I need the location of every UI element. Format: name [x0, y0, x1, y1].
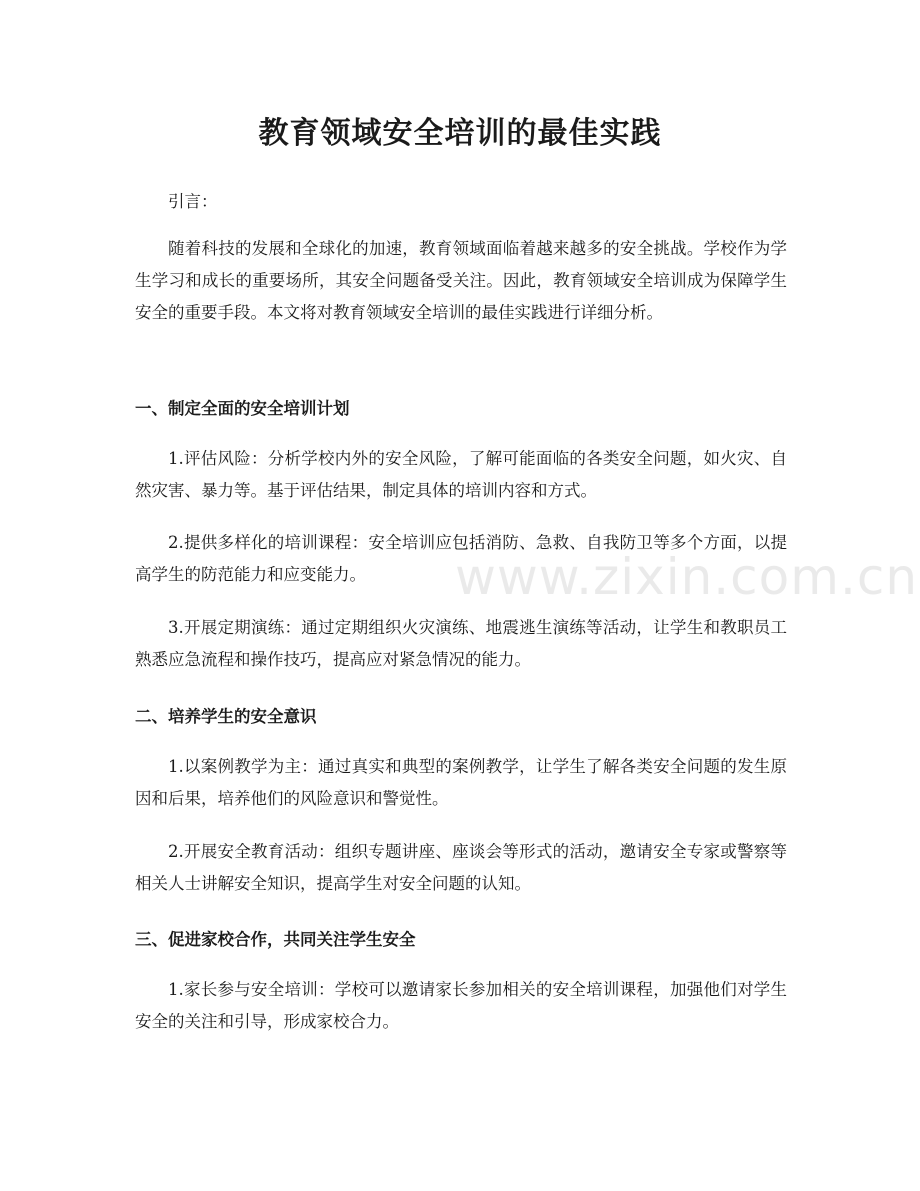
section-1-item-3: 3.开展定期演练：通过定期组织火灾演练、地震逃生演练等活动，让学生和教职员工熟悉应急流程和操作技巧，提高应对紧急情况的能力。 [135, 618, 787, 669]
intro-paragraph: 随着科技的发展和全球化的加速，教育领域面临着越来越多的安全挑战。学校作为学生学习和成长的重要场所，其安全问题备受关注。因此，教育领域安全培训成为保障学生安全的重要手段。本文将对教育领域安全培训的最佳实践进行详细分析。 [135, 239, 787, 322]
watermark: www.zixin.com.cn [455, 548, 919, 606]
document-title: 教育领域安全培训的最佳实践 [258, 116, 662, 151]
section-heading-3: 三、促进家校合作，共同关注学生安全 [135, 930, 416, 949]
section-1-item-2: 2.提供多样化的培训课程：安全培训应包括消防、急救、自我防卫等多个方面，以提高学生的防范能力和应变能力。 [135, 533, 787, 584]
section-2-item-1: 1.以案例教学为主：通过真实和典型的案例教学，让学生了解各类安全问题的发生原因和后果，培养他们的风险意识和警觉性。 [135, 757, 787, 808]
section-heading-1: 一、制定全面的安全培训计划 [135, 399, 350, 418]
intro-label: 引言： [168, 192, 218, 211]
section-1-item-1: 1.评估风险：分析学校内外的安全风险，了解可能面临的各类安全问题，如火灾、自然灾害、暴力等。基于评估结果，制定具体的培训内容和方式。 [135, 449, 787, 500]
section-2-item-2: 2.开展安全教育活动：组织专题讲座、座谈会等形式的活动，邀请安全专家或警察等相关人士讲解安全知识，提高学生对安全问题的认知。 [135, 842, 787, 893]
section-3-item-1: 1.家长参与安全培训：学校可以邀请家长参加相关的安全培训课程，加强他们对学生安全的关注和引导，形成家校合力。 [135, 980, 787, 1031]
section-heading-2: 二、培养学生的安全意识 [135, 707, 317, 726]
